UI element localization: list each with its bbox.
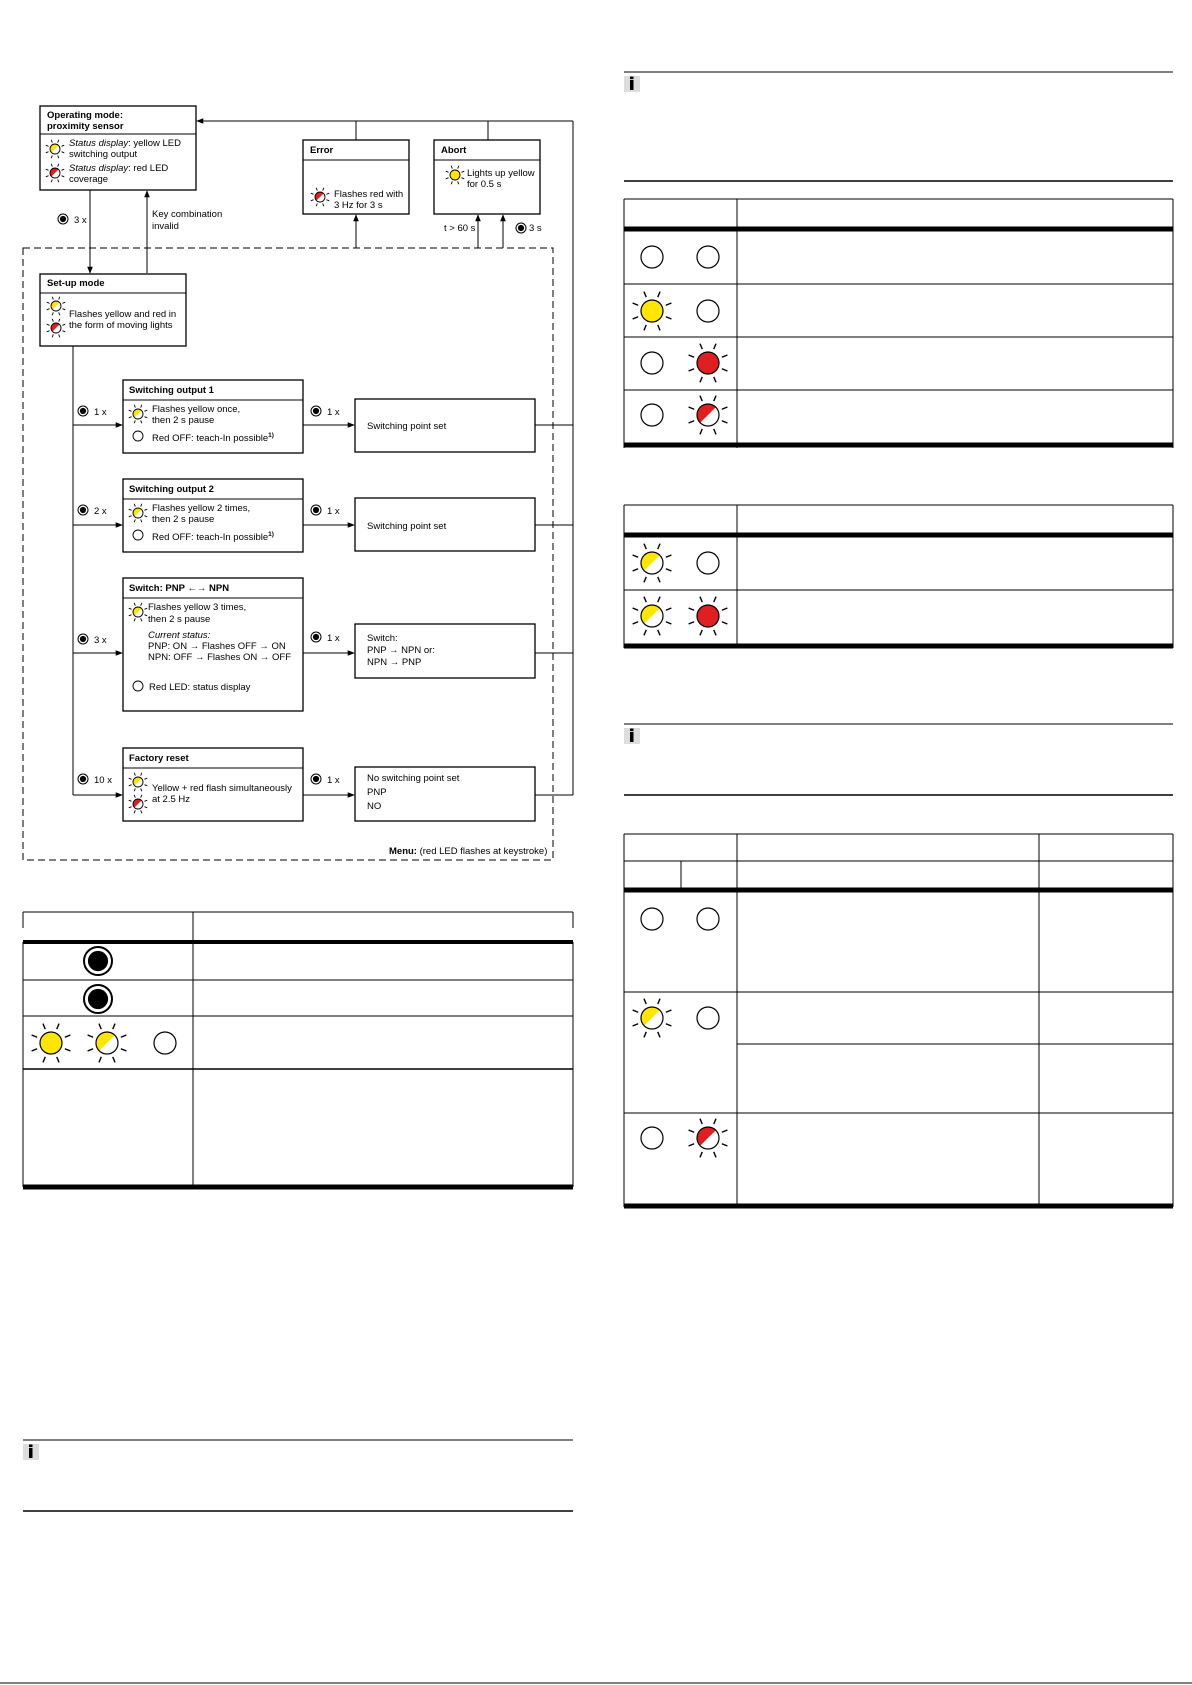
branch3-result3: NPN → PNP <box>367 657 422 668</box>
operating-mode-row2: Status display: red LED <box>69 163 169 174</box>
menu-label: Menu: (red LED flashes at keystroke) <box>389 846 548 857</box>
branch4-result3: NO <box>367 801 382 812</box>
led-red-on-icon <box>689 597 728 636</box>
branch3-status-pnp: PNP: ON → Flashes OFF → ON <box>148 641 286 652</box>
branch3-line1: Flashes yellow 3 times, <box>148 602 247 613</box>
info-block-bottom-left <box>23 1440 573 1511</box>
branch4-line2: at 2.5 Hz <box>152 794 191 805</box>
error-box <box>303 140 409 214</box>
branch3-result2: PNP → NPN or: <box>367 645 435 656</box>
timeout-label: t > 60 s <box>444 223 476 234</box>
key-hold-3s <box>516 223 542 234</box>
led-red-on-icon <box>689 344 728 383</box>
branch2-line1: Flashes yellow 2 times, <box>152 503 251 514</box>
button-press-icon <box>311 406 321 416</box>
branch2-red-line: Red OFF: teach-In possible$^{1)}$ <box>152 531 274 543</box>
button-press-icon <box>78 505 88 515</box>
led-red-flashing-icon <box>689 396 728 435</box>
led-off-icon <box>697 908 719 930</box>
branch3-red-line: Red LED: status display <box>149 682 251 693</box>
operating-mode-row1-b: switching output <box>69 149 138 160</box>
button-press-icon <box>58 214 68 224</box>
led-off-icon <box>133 530 143 540</box>
button-press-icon <box>78 406 88 416</box>
error-line2: 3 Hz for 3 s <box>334 200 383 211</box>
branch3-status-label: Current status: <box>148 630 211 641</box>
status-table-3-leds <box>633 908 728 1157</box>
branch2-confirm-label: 1 x <box>327 506 340 517</box>
led-off-icon <box>697 300 719 322</box>
branch2-result: Switching point set <box>367 521 447 532</box>
branch1-line1: Flashes yellow once, <box>152 404 241 415</box>
branch2-line2: then 2 s pause <box>152 514 215 525</box>
operating-mode-box <box>40 106 196 190</box>
led-off-icon <box>641 908 663 930</box>
branch1-press-label: 1 x <box>94 407 107 418</box>
error-line1: Flashes red with <box>334 189 404 200</box>
operating-mode-title: Operating mode: <box>47 110 124 121</box>
branch1-title: Switching output 1 <box>129 385 214 396</box>
branch3-title: Switch: PNP ←→ NPN <box>129 583 230 594</box>
branch4-line1: Yellow + red flash simultaneously <box>152 783 292 794</box>
key-combination-label: Key combination <box>152 209 223 220</box>
led-yellow-flashing-icon <box>88 1024 127 1063</box>
led-red-flashing-icon <box>689 1119 728 1158</box>
led-off-icon <box>133 431 143 441</box>
info-block-middle <box>624 724 1173 795</box>
setup-mode-line1: Flashes yellow and red in <box>69 309 177 320</box>
led-off-icon <box>154 1032 176 1054</box>
branch2-press-label: 2 x <box>94 506 107 517</box>
branch1-confirm-label: 1 x <box>327 407 340 418</box>
button-press-icon <box>84 947 112 975</box>
branch2-title: Switching output 2 <box>129 484 214 495</box>
key-combination-label-2: invalid <box>152 221 179 232</box>
key-press-3x <box>58 214 87 226</box>
branch4-result1: No switching point set <box>367 773 460 784</box>
button-press-icon <box>311 505 321 515</box>
branch3-status-npn: NPN: OFF → Flashes ON → OFF <box>148 652 292 663</box>
led-yellow-flashing-icon <box>633 597 672 636</box>
abort-box <box>434 140 540 214</box>
led-yellow-flashing-icon <box>633 544 672 583</box>
status-table-1-leds <box>633 246 728 434</box>
branch-switching-output-1 <box>73 380 573 453</box>
branch-switching-output-2 <box>73 479 573 552</box>
abort-title: Abort <box>441 145 467 156</box>
branch1-result: Switching point set <box>367 421 447 432</box>
button-press-icon <box>311 774 321 784</box>
led-yellow-flashing-icon <box>633 999 672 1038</box>
flow-diagram <box>23 106 573 860</box>
info-block-top <box>624 72 1173 181</box>
branch4-result2: PNP <box>367 787 387 798</box>
branch1-line2: then 2 s pause <box>152 415 215 426</box>
key-press-3x-label: 3 x <box>74 215 87 226</box>
branch3-line2: then 2 s pause <box>148 614 211 625</box>
branch4-title: Factory reset <box>129 753 189 764</box>
branch-switch-pnp-npn <box>73 578 573 711</box>
led-off-icon <box>697 552 719 574</box>
hold-3s-label: 3 s <box>529 223 542 234</box>
setup-mode-line2: the form of moving lights <box>69 320 173 331</box>
led-off-icon <box>697 1007 719 1029</box>
branch4-press-label: 10 x <box>94 775 112 786</box>
operating-mode-row1: Status display: yellow LED <box>69 138 181 149</box>
branch1-red-line: Red OFF: teach-In possible$^{1)}$ <box>152 432 274 444</box>
led-off-icon <box>697 246 719 268</box>
led-off-icon <box>641 246 663 268</box>
abort-line2: for 0.5 s <box>467 179 502 190</box>
branch3-confirm-label: 1 x <box>327 633 340 644</box>
led-yellow-on-icon <box>633 292 672 331</box>
led-off-icon <box>641 352 663 374</box>
branch-factory-reset <box>73 748 573 821</box>
led-off-icon <box>133 681 143 691</box>
setup-mode-box <box>40 274 186 346</box>
button-hold-icon <box>516 223 526 233</box>
error-title: Error <box>310 145 334 156</box>
branch3-result1: Switch: <box>367 633 398 644</box>
led-off-icon <box>641 404 663 426</box>
button-press-icon <box>78 634 88 644</box>
setup-mode-title: Set-up mode <box>47 278 105 289</box>
led-yellow-on-icon <box>32 1024 71 1063</box>
button-press-icon <box>78 774 88 784</box>
abort-line1: Lights up yellow <box>467 168 535 179</box>
led-off-icon <box>641 1127 663 1149</box>
branch4-confirm-label: 1 x <box>327 775 340 786</box>
branch3-press-label: 3 x <box>94 635 107 646</box>
operating-mode-title-2: proximity sensor <box>47 121 124 132</box>
operating-mode-row2-b: coverage <box>69 174 109 185</box>
button-press-icon <box>311 632 321 642</box>
button-hold-icon <box>84 985 112 1013</box>
